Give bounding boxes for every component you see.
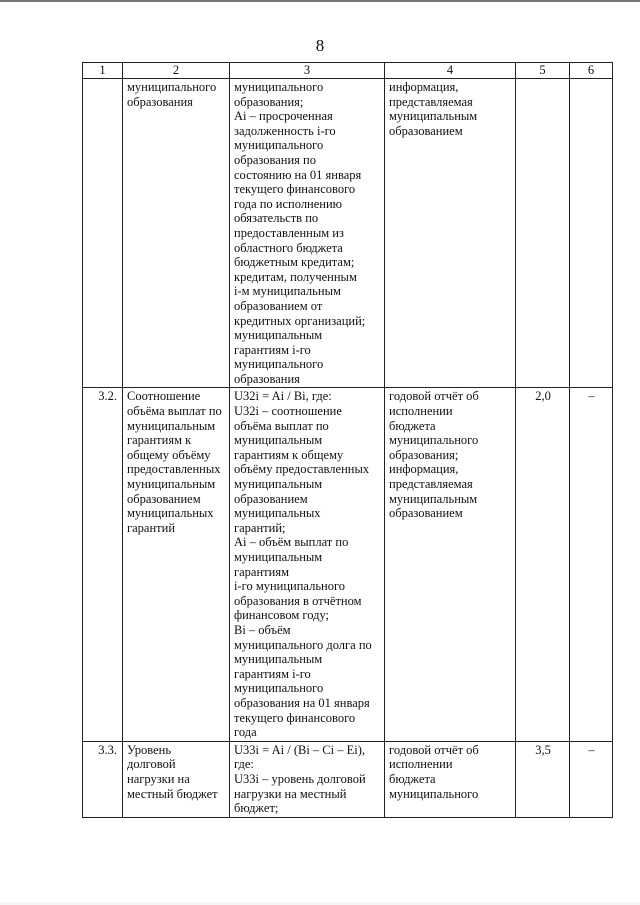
indicator-name: муниципального образования [123,79,230,388]
header-col-2: 2 [123,63,230,79]
indicator-formula: U33i = Ai / (Bi – Ci – Ei), где: U33i – уровень долговой нагрузки на местный бюджет; [230,741,385,817]
data-source: годовой отчёт об исполнении бюджета муниципального образования; информация, представляемая муниципальным образованием [385,388,516,741]
row-number: 3.2. [83,388,123,741]
row-number [83,79,123,388]
threshold-value [516,79,570,388]
threshold-value: 2,0 [516,388,570,741]
extra-value: – [570,388,613,741]
row-number: 3.3. [83,741,123,817]
extra-value [570,79,613,388]
top-edge-line [0,0,640,2]
page-number: 8 [315,36,325,55]
table-row [83,741,613,817]
data-source: информация, представляемая муниципальным образованием [385,79,516,388]
header-row [83,63,613,79]
indicator-name: Соотношение объёма выплат по муниципальным гарантиям к общему объёму предоставленных муниципальным образованием муниципальных гарантий [123,388,230,741]
header-col-5: 5 [516,63,570,79]
table-row [83,388,613,741]
indicator-formula: муниципального образования; Ai – просроченная задолженность i-го муниципального образования по состоянию на 01 января текущего финансового года по исполнению обязательств по предоставленным из областного бюджета бюджетным кредитам; кредитам, полученным i-м муниципальным образованием от кредитных организаций; муниципальным гарантиям i-го муниципального образования [230,79,385,388]
header-col-3: 3 [230,63,385,79]
table-row [83,79,613,388]
header-col-4: 4 [385,63,516,79]
data-source: годовой отчёт об исполнении бюджета муниципального [385,741,516,817]
threshold-value: 3,5 [516,741,570,817]
indicators-table [82,62,613,818]
header-col-6: 6 [570,63,613,79]
indicator-name: Уровень долговой нагрузки на местный бюджет [123,741,230,817]
indicator-formula: U32i = Ai / Bi, где: U32i – соотношение объёма выплат по муниципальным гарантиям к общему объёму предоставленных муниципальным образованием муниципальных гарантий; Ai – объём выплат по муниципальным гарантиям i-го муниципального образования в отчётном финансовом году; Bi – объём муниципального долга по муниципальным гарантиям i-го муниципального образования на 01 января текущего финансового года [230,388,385,741]
header-col-1: 1 [83,63,123,79]
extra-value: – [570,741,613,817]
